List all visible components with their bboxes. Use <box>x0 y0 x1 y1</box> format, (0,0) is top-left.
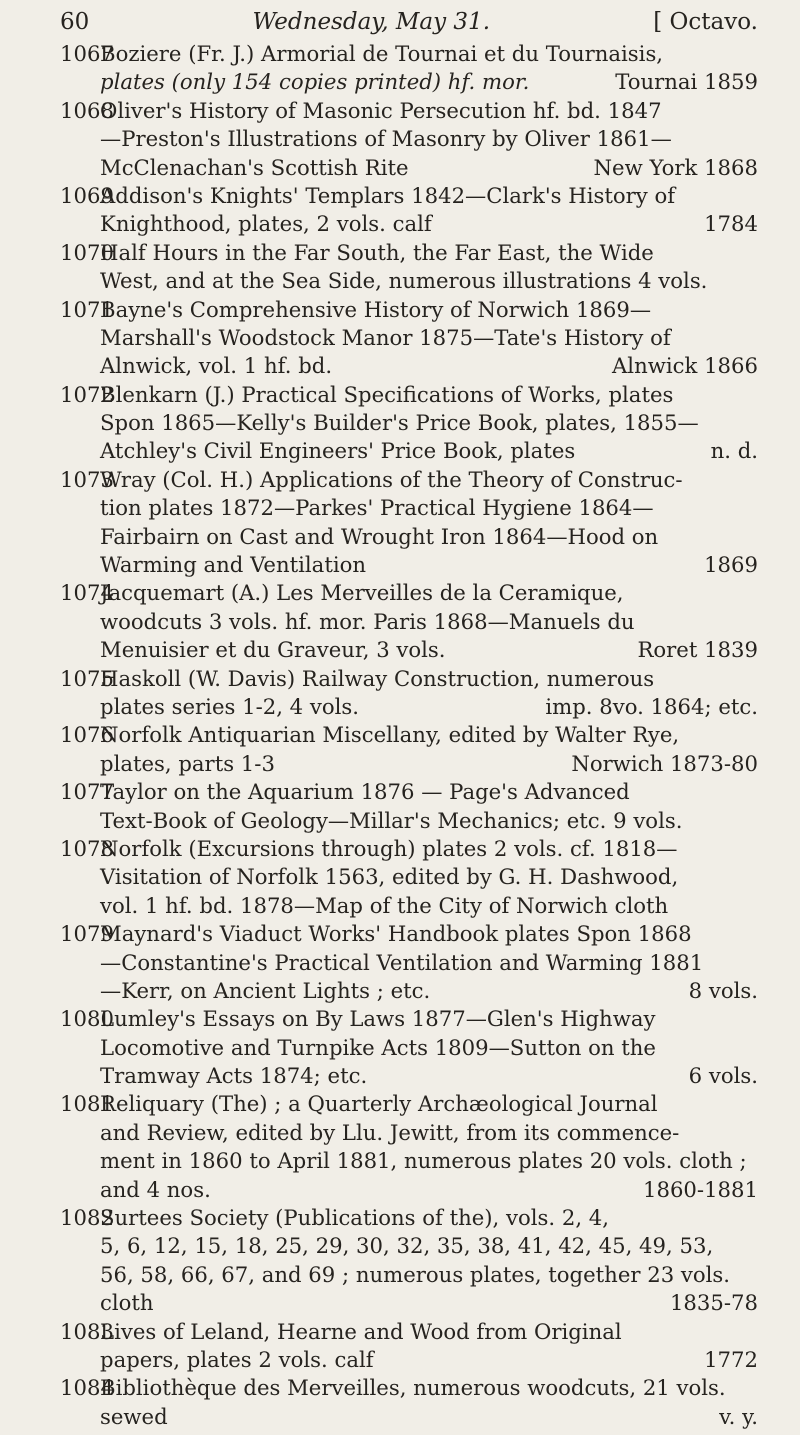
lot-line <box>60 182 758 210</box>
lot-number: 1078 <box>60 835 114 861</box>
lot-entry <box>60 778 758 835</box>
lot-text: McClenachan's Scottish Rite <box>100 154 409 180</box>
lot-text: Lumley's Essays on By Laws 1877—Glen's Highway <box>100 1006 656 1032</box>
sale-date: Wednesday, May 31. <box>252 9 490 35</box>
lot-text: plates, parts 1-3 <box>100 750 275 776</box>
lot-line <box>60 551 758 579</box>
lot-entry <box>60 40 758 97</box>
lot-entry <box>60 466 758 580</box>
lot-entry <box>60 579 758 664</box>
lot-imprint: 1860-1881 <box>642 1176 758 1202</box>
lot-line <box>60 750 758 778</box>
lot-number: 1077 <box>60 779 114 805</box>
lot-line <box>60 1062 758 1090</box>
lot-text: and 4 nos. <box>100 1176 211 1202</box>
lot-line <box>60 977 758 1005</box>
lot-line <box>60 1090 758 1118</box>
lot-line <box>60 721 758 749</box>
lot-line <box>60 807 758 835</box>
lot-text: —Constantine's Practical Ventilation and Warming 1881 <box>100 949 704 975</box>
lot-line <box>60 778 758 806</box>
lot-text: Lives of Leland, Hearne and Wood from Original <box>100 1318 622 1344</box>
lot-line <box>60 835 758 863</box>
lot-number: 1083 <box>60 1318 114 1344</box>
lot-line <box>60 608 758 636</box>
lot-text: Jacquemart (A.) Les Merveilles de la Ceramique, <box>100 580 624 606</box>
lot-imprint: Tournai 1859 <box>615 69 758 95</box>
lot-text: Norfolk Antiquarian Miscellany, edited by Walter Rye, <box>100 722 680 748</box>
lot-imprint: Alnwick 1866 <box>612 353 758 379</box>
lot-imprint: Norwich 1873-80 <box>571 750 758 776</box>
lot-text: Menuisier et du Graveur, 3 vols. <box>100 637 446 663</box>
lot-text: Blenkarn (J.) Practical Specifications of Works, plates <box>100 381 674 407</box>
lot-line <box>60 409 758 437</box>
lot-text: Half Hours in the Far South, the Far East, the Wide <box>100 239 654 265</box>
lot-number: 1068 <box>60 97 114 123</box>
lot-text: Knighthood, plates, 2 vols. calf <box>100 211 432 237</box>
lot-text: tion plates 1872—Parkes' Practical Hygiene 1864— <box>100 495 654 521</box>
page-header <box>60 0 758 40</box>
lot-line <box>60 920 758 948</box>
lot-line <box>60 1034 758 1062</box>
lot-text: 5, 6, 12, 15, 18, 25, 29, 30, 32, 35, 38, 41, 42, 45, 49, 53, <box>100 1233 714 1259</box>
page-number: 60 <box>60 9 90 35</box>
lot-entry <box>60 1374 758 1431</box>
lot-line <box>60 1346 758 1374</box>
lot-imprint: 1772 <box>704 1346 758 1372</box>
lot-text: Alnwick, vol. 1 hf. bd. <box>100 353 333 379</box>
lot-entry <box>60 381 758 466</box>
lot-imprint: Roret 1839 <box>637 637 758 663</box>
lot-line <box>60 1147 758 1175</box>
lot-line <box>60 154 758 182</box>
lot-text: 56, 58, 66, 67, and 69 ; numerous plates, together 23 vols. <box>100 1261 731 1287</box>
lot-line <box>60 523 758 551</box>
lot-text: and Review, edited by Llu. Jewitt, from its commence- <box>100 1119 680 1145</box>
lot-number: 1071 <box>60 296 114 322</box>
lot-number: 1070 <box>60 239 114 265</box>
lot-line <box>60 381 758 409</box>
lot-line <box>60 68 758 96</box>
lot-text: Text-Book of Geology—Millar's Mechanics; etc. 9 vols. <box>100 807 683 833</box>
lot-list <box>60 40 758 1431</box>
lot-text: Maynard's Viaduct Works' Handbook plates Spon 1868 <box>100 921 692 947</box>
lot-number: 1082 <box>60 1205 114 1231</box>
lot-line <box>60 892 758 920</box>
lot-text: Norfolk (Excursions through) plates 2 vols. cf. 1818— <box>100 835 678 861</box>
lot-entry <box>60 920 758 1005</box>
lot-line <box>60 1318 758 1346</box>
lot-text: sewed <box>100 1403 168 1429</box>
lot-text: woodcuts 3 vols. hf. mor. Paris 1868—Manuels du <box>100 608 635 634</box>
section-label: [ Octavo. <box>653 9 758 35</box>
lot-text: plates series 1-2, 4 vols. <box>100 693 360 719</box>
lot-line <box>60 296 758 324</box>
lot-line <box>60 1374 758 1402</box>
lot-line <box>60 863 758 891</box>
lot-entry <box>60 182 758 239</box>
lot-line <box>60 1204 758 1232</box>
lot-text: Oliver's History of Masonic Persecution hf. bd. 1847 <box>100 97 662 123</box>
lot-imprint: imp. 8vo. 1864; etc. <box>545 693 758 719</box>
lot-imprint: 1835-78 <box>669 1290 758 1316</box>
lot-line <box>60 949 758 977</box>
lot-line <box>60 665 758 693</box>
lot-line <box>60 324 758 352</box>
lot-entry <box>60 665 758 722</box>
lot-line <box>60 352 758 380</box>
lot-number: 1072 <box>60 381 114 407</box>
lot-text: Marshall's Woodstock Manor 1875—Tate's History of <box>100 324 671 350</box>
lot-line <box>60 210 758 238</box>
lot-line <box>60 466 758 494</box>
lot-entry <box>60 1204 758 1318</box>
lot-text: Spon 1865—Kelly's Builder's Price Book, plates, 1855— <box>100 410 699 436</box>
lot-line <box>60 1005 758 1033</box>
lot-entry <box>60 97 758 182</box>
lot-line <box>60 125 758 153</box>
lot-line <box>60 1403 758 1431</box>
lot-number: 1079 <box>60 921 114 947</box>
lot-text: papers, plates 2 vols. calf <box>100 1346 374 1372</box>
lot-text: plates (only 154 copies printed) hf. mor. <box>100 69 530 95</box>
lot-number: 1069 <box>60 182 114 208</box>
lot-text: vol. 1 hf. bd. 1878—Map of the City of Norwich cloth <box>100 892 669 918</box>
lot-text: Atchley's Civil Engineers' Price Book, plates <box>100 438 576 464</box>
lot-text: Taylor on the Aquarium 1876 — Page's Advanced <box>100 779 630 805</box>
lot-line <box>60 40 758 68</box>
lot-imprint: New York 1868 <box>593 154 758 180</box>
lot-line <box>60 267 758 295</box>
lot-text: Fairbairn on Cast and Wrought Iron 1864—Hood on <box>100 523 659 549</box>
lot-text: Visitation of Norfolk 1563, edited by G. H. Dashwood, <box>100 864 679 890</box>
lot-line <box>60 579 758 607</box>
lot-text: West, and at the Sea Side, numerous illustrations 4 vols. <box>100 268 708 294</box>
lot-line <box>60 1289 758 1317</box>
lot-text: Bayne's Comprehensive History of Norwich 1869— <box>100 296 652 322</box>
lot-line <box>60 1176 758 1204</box>
lot-line <box>60 239 758 267</box>
lot-text: Wray (Col. H.) Applications of the Theory of Construc- <box>100 466 683 492</box>
lot-number: 1081 <box>60 1091 114 1117</box>
lot-number: 1084 <box>60 1375 114 1401</box>
lot-entry <box>60 721 758 778</box>
lot-text: cloth <box>100 1290 154 1316</box>
lot-number: 1073 <box>60 466 114 492</box>
lot-entry <box>60 1318 758 1375</box>
lot-line <box>60 97 758 125</box>
lot-text: Reliquary (The) ; a Quarterly Archæological Journal <box>100 1091 658 1117</box>
lot-entry <box>60 239 758 296</box>
lot-imprint: n. d. <box>710 438 758 464</box>
lot-imprint: 1784 <box>704 211 758 237</box>
lot-text: Haskoll (W. Davis) Railway Construction, numerous <box>100 665 655 691</box>
lot-number: 1076 <box>60 722 114 748</box>
lot-line <box>60 1261 758 1289</box>
lot-number: 1080 <box>60 1006 114 1032</box>
lot-text: —Preston's Illustrations of Masonry by Oliver 1861— <box>100 126 672 152</box>
lot-line <box>60 1119 758 1147</box>
lot-imprint: 6 vols. <box>688 1063 758 1089</box>
lot-text: Tramway Acts 1874; etc. <box>100 1063 368 1089</box>
lot-number: 1067 <box>60 41 114 66</box>
lot-entry <box>60 1090 758 1204</box>
lot-imprint: 1869 <box>704 552 758 578</box>
lot-text: Boziere (Fr. J.) Armorial de Tournai et du Tournaisis, <box>100 41 664 66</box>
lot-imprint: v. y. <box>719 1403 758 1429</box>
lot-text: Surtees Society (Publications of the), vols. 2, 4, <box>100 1205 610 1231</box>
lot-text: ment in 1860 to April 1881, numerous plates 20 vols. cloth ; <box>100 1148 747 1174</box>
lot-entry <box>60 1005 758 1090</box>
lot-line <box>60 437 758 465</box>
lot-entry <box>60 296 758 381</box>
lot-line <box>60 494 758 522</box>
lot-line <box>60 1232 758 1260</box>
lot-line <box>60 693 758 721</box>
lot-text: Addison's Knights' Templars 1842—Clark's History of <box>100 182 676 208</box>
lot-text: Locomotive and Turnpike Acts 1809—Sutton on the <box>100 1034 656 1060</box>
lot-number: 1075 <box>60 665 114 691</box>
lot-entry <box>60 835 758 920</box>
lot-imprint: 8 vols. <box>688 977 758 1003</box>
lot-text: Bibliothèque des Merveilles, numerous woodcuts, 21 vols. <box>100 1375 726 1401</box>
lot-text: —Kerr, on Ancient Lights ; etc. <box>100 977 431 1003</box>
lot-line <box>60 636 758 664</box>
lot-text: Warming and Ventilation <box>100 552 367 578</box>
lot-number: 1074 <box>60 580 114 606</box>
